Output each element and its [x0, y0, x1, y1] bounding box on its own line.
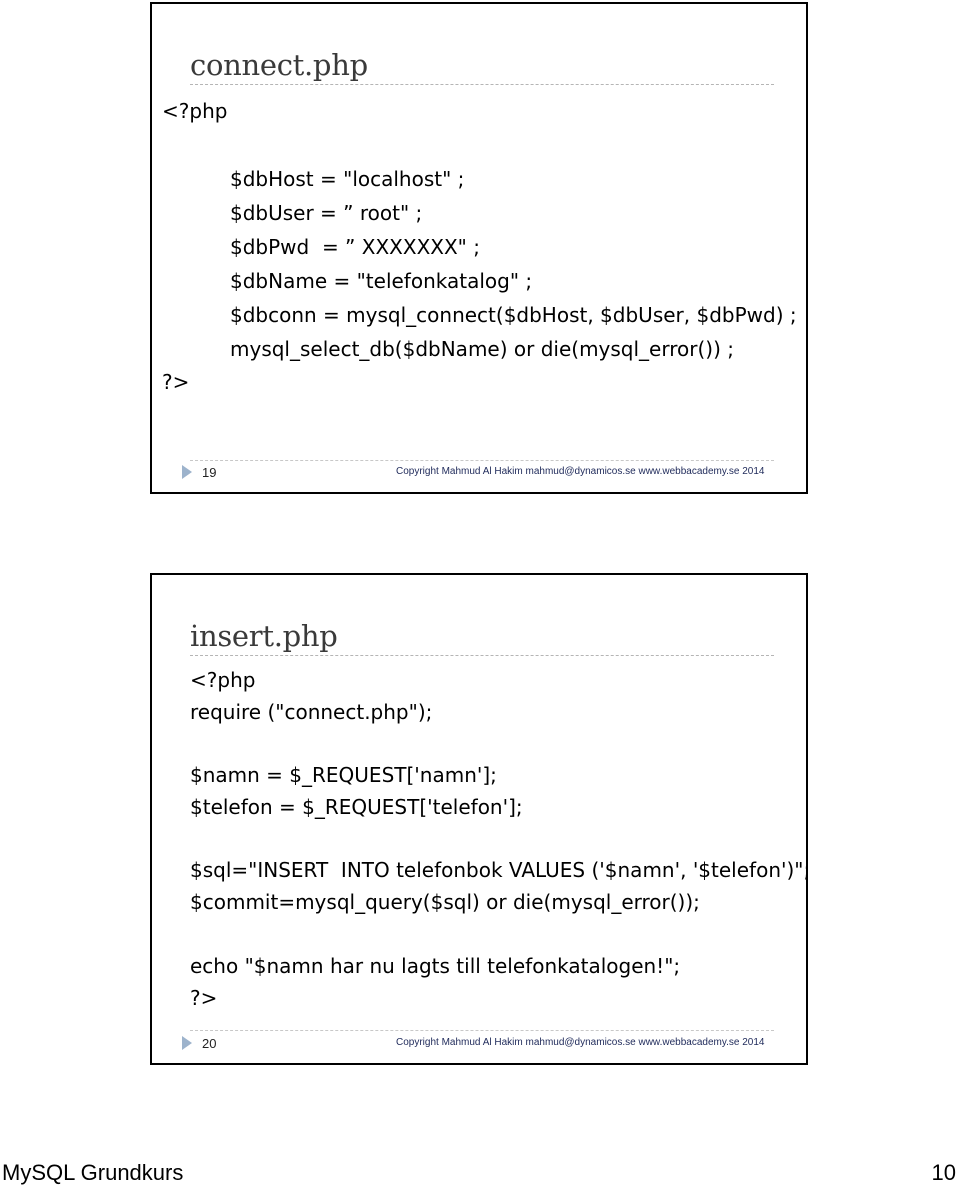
- slide-title: insert.php: [190, 619, 338, 653]
- code-close-tag: ?>: [162, 370, 190, 394]
- bullet-triangle-icon: [182, 465, 192, 479]
- code-line: $commit=mysql_query($sql) or die(mysql_error());: [190, 890, 700, 914]
- document-title: MySQL Grundkurs: [2, 1160, 184, 1185]
- footer-separator: [190, 1030, 774, 1031]
- slide-20: [150, 573, 811, 1065]
- code-line: mysql_select_db($dbName) or die(mysql_error()) ;: [230, 337, 734, 361]
- copyright-text: Copyright Mahmud Al Hakim mahmud@dynamicos.se www.webbacademy.se 2014: [396, 466, 765, 477]
- code-line: <?php: [190, 668, 256, 692]
- footer-separator: [190, 460, 774, 461]
- code-line: ?>: [190, 986, 218, 1010]
- slide-number: 19: [202, 465, 217, 480]
- code-line: $dbPwd = ” XXXXXXX" ;: [230, 235, 480, 259]
- copyright-text: Copyright Mahmud Al Hakim mahmud@dynamicos.se www.webbacademy.se 2014: [396, 1037, 765, 1048]
- code-line: $dbconn = mysql_connect($dbHost, $dbUser, $dbPwd) ;: [230, 303, 797, 327]
- code-open-tag: <?php: [162, 99, 228, 123]
- code-line: $sql="INSERT INTO telefonbok VALUES ('$namn', '$telefon')";: [190, 858, 811, 882]
- bullet-triangle-icon: [182, 1036, 192, 1050]
- slide-19: [150, 2, 808, 494]
- title-separator: [190, 655, 774, 656]
- slide-number: 20: [202, 1036, 217, 1051]
- slide-title: connect.php: [190, 48, 368, 82]
- code-line: $dbUser = ” root" ;: [230, 201, 423, 225]
- code-line: $telefon = $_REQUEST['telefon'];: [190, 795, 523, 819]
- title-separator: [190, 84, 774, 85]
- code-line: $namn = $_REQUEST['namn'];: [190, 763, 497, 787]
- code-line: $dbHost = "localhost" ;: [230, 167, 465, 191]
- code-line: echo "$namn har nu lagts till telefonkatalogen!";: [190, 954, 681, 978]
- page-number: 10: [931, 1160, 956, 1185]
- code-line: $dbName = "telefonkatalog" ;: [230, 269, 533, 293]
- code-line: require ("connect.php");: [190, 700, 433, 724]
